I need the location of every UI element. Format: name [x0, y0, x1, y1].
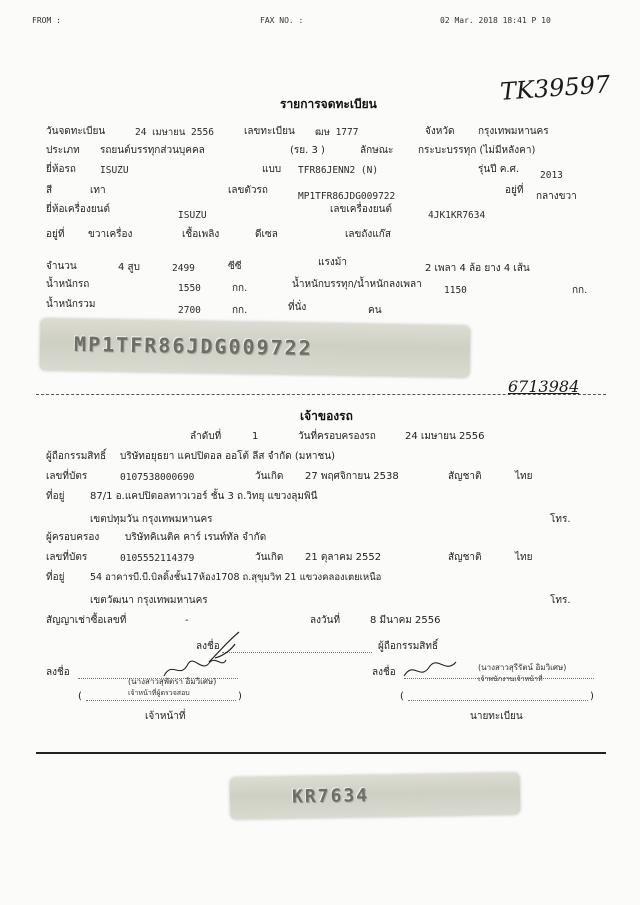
- load-value: 1150: [444, 285, 467, 296]
- possessor-address-line1: 54 อาคารบี.บี.บิลดิ้งชั้น17ห้อง1708 ถ.สุขุมวิท 21 แขวงคลองเตยเหนือ: [90, 572, 382, 583]
- possessor-dob-value: 21 ตุลาคม 2552: [305, 552, 382, 563]
- section-divider: [36, 394, 606, 395]
- possessor-id-value: 0105552114379: [120, 553, 195, 564]
- holder-value: บริษัทอยุธยา แคปปิตอล ออโต้ ลีส จำกัด (มหาชน): [120, 451, 336, 462]
- reg-no-label: เลขทะเบียน: [244, 126, 295, 137]
- handwritten-reference-2: 6713984: [508, 377, 580, 396]
- engine-no-value: 4JK1KR7634: [428, 210, 486, 221]
- fuel-label: เชื้อเพลิง: [182, 229, 220, 240]
- color-label: สี: [46, 185, 53, 196]
- fax-datetime: 02 Mar. 2018 18:41 P 10: [440, 16, 551, 25]
- registrar-name: (นางสาวสุรีรัตน์ อิมวิเศษ): [478, 663, 567, 672]
- holder-id-label: เลขที่บัตร: [46, 471, 88, 482]
- possessor-dob-label: วันเกิด: [255, 552, 284, 563]
- order-label: ลำดับที่: [190, 431, 222, 442]
- gross-weight-unit: กก.: [232, 305, 248, 316]
- fax-from-label: FROM :: [32, 16, 61, 25]
- holder-nationality-value: ไทย: [515, 471, 533, 482]
- engine-location-value: ขวาเครื่อง: [88, 229, 133, 240]
- color-value: เทา: [90, 185, 106, 196]
- holder-nationality-label: สัญชาติ: [448, 471, 482, 482]
- chassis-location-value: กลางขวา: [536, 191, 577, 202]
- fax-number-label: FAX NO. :: [260, 16, 304, 25]
- gross-weight-value: 2700: [178, 305, 201, 316]
- type-label: ประเภท: [46, 145, 80, 156]
- officer-parenthesis-right: ): [238, 691, 242, 702]
- holder-sign-caption: ผู้ถือกรรมสิทธิ์: [378, 641, 439, 652]
- cc-value: 2499: [172, 263, 195, 274]
- character-label: ลักษณะ: [360, 145, 394, 156]
- weight-label: น้ำหนักรถ: [46, 279, 90, 290]
- holder-address-line1: 87/1 อ.แคปปิตอลทาวเวอร์ ชั้น 3 ถ.วิทยุ แขวงลุมพินี: [90, 491, 318, 502]
- officer-parenthesis-left: (: [78, 691, 82, 702]
- owner-section-title: เจ้าของรถ: [300, 409, 353, 423]
- officer-role-caption: เจ้าหน้าที่ผู้ตรวจสอบ: [128, 689, 190, 697]
- possessor-label: ผู้ครอบครอง: [46, 532, 100, 543]
- brand-value: ISUZU: [100, 165, 129, 176]
- load-unit: กก.: [572, 285, 588, 296]
- engine-rubbing-text: KR7634: [291, 785, 370, 808]
- registrar-sign-label: ลงชื่อ: [372, 667, 396, 678]
- chassis-value: MP1TFR86JDG009722: [298, 191, 396, 202]
- possessor-nationality-value: ไทย: [515, 552, 533, 563]
- officer-sign-label: ลงชื่อ: [46, 667, 70, 678]
- officer-name-line: [86, 700, 236, 701]
- type-code: (รย. 3 ): [290, 145, 325, 156]
- registrar-signature-mark: [400, 654, 460, 684]
- engine-brand-label: ยี่ห้อเครื่องยนต์: [46, 204, 111, 215]
- officer-name: (นางสาวสุพัตรา อิมวิเศษ): [128, 677, 217, 686]
- load-label: น้ำหนักบรรทุก/น้ำหนักลงเพลา: [292, 279, 422, 290]
- province-label: จังหวัด: [425, 126, 455, 137]
- chassis-label: เลขตัวรถ: [228, 185, 268, 196]
- model-label: แบบ: [262, 164, 282, 175]
- type-value: รถยนต์บรรทุกส่วนบุคคล: [100, 145, 205, 156]
- order-value: 1: [252, 431, 259, 442]
- seats-unit: คน: [368, 305, 382, 316]
- reg-date-value: 24 เมษายน 2556: [135, 127, 214, 138]
- engine-brand-value: ISUZU: [178, 210, 207, 221]
- qty-label: จำนวน: [46, 261, 77, 272]
- possessor-address-label: ที่อยู่: [46, 572, 65, 583]
- chassis-rubbing-tape: [40, 318, 471, 377]
- officer-title: เจ้าหน้าที่: [145, 711, 186, 722]
- gas-tank-label: เลขถังแก๊ส: [345, 229, 391, 240]
- seats-label: ที่นั่ง: [288, 302, 307, 313]
- possess-date-value: 24 เมษายน 2556: [405, 431, 485, 442]
- holder-sign-label: ลงชื่อ: [196, 641, 220, 652]
- lease-no-value: -: [185, 615, 189, 626]
- holder-dob-label: วันเกิด: [255, 471, 284, 482]
- holder-address-line2: เขตปทุมวัน กรุงเทพมหานคร: [90, 514, 213, 525]
- registrar-role-caption: เจ้าพนักงานเจ้าหน้าที่: [478, 675, 543, 683]
- chassis-rubbing-text: MP1TFR86JDG009722: [73, 331, 313, 361]
- reg-date-label: วันจดทะเบียน: [46, 126, 106, 137]
- bottom-rule: [36, 752, 606, 754]
- possessor-tel-label: โทร.: [550, 595, 571, 606]
- axles-value: 2 เพลา 4 ล้อ ยาง 4 เส้น: [425, 263, 530, 274]
- cc-label: ซีซี: [228, 261, 242, 272]
- fuel-value: ดีเซล: [255, 229, 278, 240]
- year-label: รุ่นปี ค.ศ.: [478, 164, 520, 175]
- engine-rubbing-tape: [230, 772, 521, 819]
- character-value: กระบะบรรทุก (ไม่มีหลังคา): [418, 145, 536, 156]
- engine-location-label: อยู่ที่: [46, 229, 65, 240]
- registrar-parenthesis-left: (: [400, 691, 404, 702]
- brand-label: ยี่ห้อรถ: [46, 164, 76, 175]
- gross-weight-label: น้ำหนักรวม: [46, 299, 96, 310]
- holder-dob-value: 27 พฤศจิกายน 2538: [305, 471, 399, 482]
- registrar-parenthesis-right: ): [590, 691, 594, 702]
- possessor-address-line2: เขตวัฒนา กรุงเทพมหานคร: [90, 595, 208, 606]
- chassis-location-label: อยู่ที่: [505, 185, 524, 196]
- registrar-name-line: [408, 700, 588, 701]
- province-value: กรุงเทพมหานคร: [478, 126, 549, 137]
- possess-date-label: วันที่ครอบครองรถ: [298, 431, 376, 442]
- holder-tel-label: โทร.: [550, 514, 571, 525]
- engine-no-label: เลขเครื่องยนต์: [330, 204, 392, 215]
- hp-label: แรงม้า: [318, 257, 347, 268]
- registrar-title: นายทะเบียน: [470, 711, 523, 722]
- year-value: 2013: [540, 170, 563, 181]
- lease-date-value: 8 มีนาคม 2556: [370, 615, 441, 626]
- possessor-value: บริษัทคิเนติค คาร์ เรนท์ทัล จำกัด: [125, 532, 267, 543]
- holder-label: ผู้ถือกรรมสิทธิ์: [46, 451, 107, 462]
- model-value: TFR86JENN2 (N): [298, 165, 379, 176]
- holder-address-label: ที่อยู่: [46, 491, 65, 502]
- reg-no-value: ฒษ 1777: [315, 127, 359, 138]
- possessor-id-label: เลขที่บัตร: [46, 552, 88, 563]
- handwritten-reference: TK39597: [499, 70, 612, 106]
- holder-id-value: 0107538000690: [120, 472, 195, 483]
- lease-no-label: สัญญาเช่าซื้อเลขที่: [46, 615, 127, 626]
- cylinders-value: 4 สูบ: [118, 262, 140, 273]
- lease-date-label: ลงวันที่: [310, 615, 341, 626]
- possessor-nationality-label: สัญชาติ: [448, 552, 482, 563]
- weight-unit: กก.: [232, 283, 248, 294]
- document-title: รายการจดทะเบียน: [280, 97, 377, 111]
- weight-value: 1550: [178, 283, 201, 294]
